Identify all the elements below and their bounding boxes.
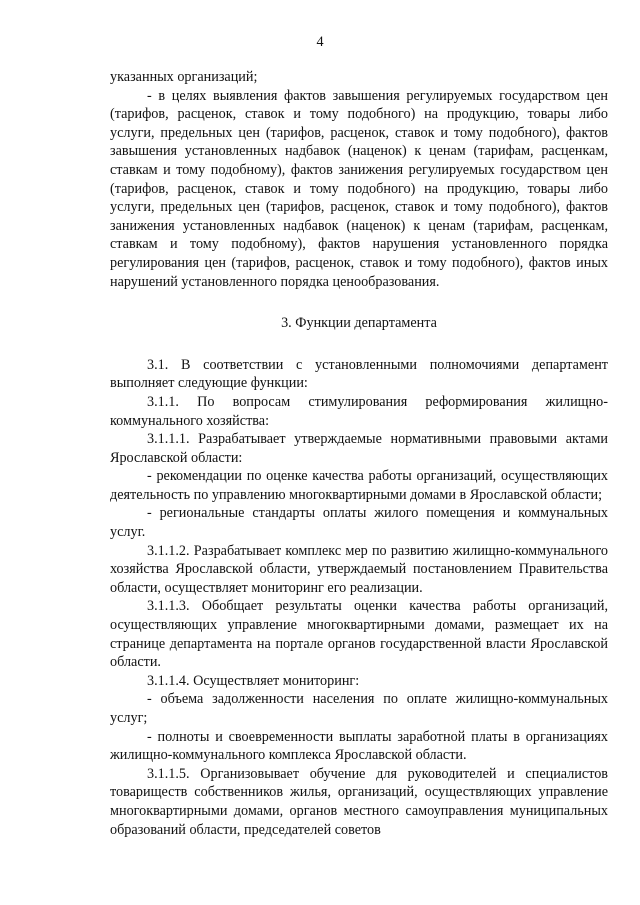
paragraph-p1: - в целях выявления фактов завышения регулируемых государством цен (тарифов, расценок, ставок и тому подобного) на продукцию, товары либо услуги, предельных цен (тарифов, расценок, ставок и тому подобного), фактов завышения установленных надбавок (наценок) к ценам (тарифам, расценкам, ставкам и тому подобному), фактов занижения регулируемых государством цен (тарифов, расценок, ставок и тому подобного) на продукцию, товары либо услуги, предельных цен (тарифов, расценок, ставок и тому подобного), фактов занижения установленных надбавок (наценок) к ценам (тарифам, расценкам, ставкам и тому подобному), фактов нарушения установленного порядка регулирования цен (тарифов, расценок, ставок и тому подобного), фактов иных нарушений установленного порядка ценообразования. (110, 87, 608, 290)
paragraph-p7: 3.1.1.2. Разрабатывает комплекс мер по развитию жилищно-коммунального хозяйства Ярославской области, утверждаемый постановлением Правительства области, осуществляет мониторинг его реализации. (110, 542, 608, 596)
paragraph-p3: 3.1.1. По вопросам стимулирования реформирования жилищно-коммунального хозяйства: (110, 393, 608, 429)
document-body (110, 68, 608, 839)
paragraph-p6: - региональные стандарты оплаты жилого помещения и коммунальных услуг. (110, 505, 608, 541)
paragraph-p2: 3.1. В соответствии с установленными полномочиями департамент выполняет следующие функции: (110, 356, 608, 392)
paragraph-p5: - рекомендации по оценке качества работы организаций, осуществляющих деятельность по управлению многоквартирными домами в Ярославской области; (110, 468, 608, 503)
section-heading: 3. Функции департамента (281, 315, 437, 332)
paragraph-p9: 3.1.1.4. Осуществляет мониторинг: (147, 672, 360, 689)
paragraph-p8: 3.1.1.3. Обобщает результаты оценки качества работы организаций, осуществляющих управление многоквартирными домами, размещает их на странице департамента на портале органов государственной власти Ярославской области. (110, 598, 608, 671)
paragraph-p4: 3.1.1.1. Разрабатывает утверждаемые нормативными правовыми актами Ярославской области: (110, 431, 608, 466)
paragraph-p11: - полноты и своевременности выплаты заработной платы в организациях жилищно-коммунального комплекса Ярославской области. (110, 728, 608, 764)
paragraph-p12: 3.1.1.5. Организовывает обучение для руководителей и специалистов товариществ собственников жилья, организаций, осуществляющих управление многоквартирными домами, органов местного самоуправления муниципальных образований области, председателей советов (110, 765, 608, 838)
paragraph-p10: - объема задолженности населения по оплате жилищно-коммунальных услуг; (110, 691, 608, 726)
paragraph-p0: указанных организаций; (110, 69, 258, 85)
page-number: 4 (316, 34, 324, 50)
paragraphs-after-heading (110, 356, 608, 839)
paragraphs-before-heading (110, 68, 608, 291)
